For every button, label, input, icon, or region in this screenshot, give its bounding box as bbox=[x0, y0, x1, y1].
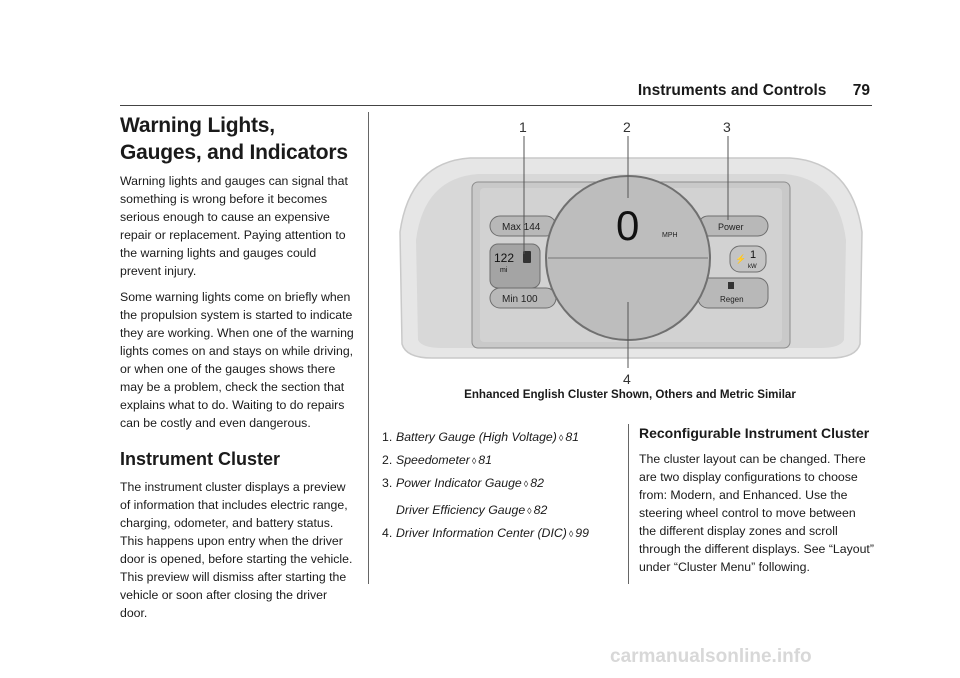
reconfigurable-cluster-paragraph: The cluster layout can be changed. There are two display configurations to choose from: Modern, and Enhanced. Use the steering wheel control to move between the different display zones and scroll through the different displays. See “Layout” under “Cluster Menu” following. bbox=[639, 452, 874, 574]
intro-paragraph: Warning lights and gauges can signal that something is wrong before it becomes serious enough to cause an expensive repair or replacement. Paying attention to the warning lights and gauges could prevent injury. bbox=[120, 174, 348, 278]
range-unit: mi bbox=[500, 267, 508, 274]
column-divider-left bbox=[368, 112, 369, 584]
legend-text: Battery Gauge (High Voltage) bbox=[396, 430, 557, 444]
callout-1: 1 bbox=[519, 119, 527, 135]
range-value: 122 bbox=[494, 251, 515, 265]
callout-4: 4 bbox=[623, 371, 631, 387]
legend-item-2 bbox=[382, 451, 622, 470]
legend-item-3 bbox=[382, 474, 622, 493]
legend-page-link[interactable]: 81 bbox=[478, 453, 492, 467]
xref-icon: ◊ bbox=[471, 456, 477, 466]
legend-number: 3. bbox=[382, 476, 393, 490]
page-header bbox=[638, 82, 870, 100]
column-divider-right bbox=[628, 424, 629, 584]
regen-label: Regen bbox=[720, 295, 744, 304]
legend-text: Power Indicator Gauge bbox=[396, 476, 522, 490]
callout-2: 2 bbox=[623, 119, 631, 135]
max-range-label: Max 144 bbox=[502, 222, 541, 233]
reconfigurable-cluster-heading: Reconfigurable Instrument Cluster bbox=[639, 425, 870, 441]
min-range-label: Min 100 bbox=[502, 294, 538, 305]
legend-page-link[interactable]: 99 bbox=[575, 526, 589, 540]
legend-page-link[interactable]: 82 bbox=[530, 476, 544, 490]
legend-item-4 bbox=[382, 524, 622, 543]
legend-number: 2. bbox=[382, 453, 393, 467]
watermark: carmanualsonline.info bbox=[610, 646, 812, 667]
instrument-cluster-paragraph: The instrument cluster displays a preview of information that includes electric range, charging, odometer, and battery status. This happens upon entry when the driver door is opened, before starting the vehicle. This preview will dismiss after starting the vehicle or soon after closing the driver door. bbox=[120, 480, 353, 620]
page-number: 79 bbox=[852, 82, 870, 99]
legend-page-link[interactable]: 81 bbox=[565, 430, 579, 444]
left-column bbox=[120, 112, 354, 630]
regen-icon bbox=[728, 282, 734, 289]
kw-unit: kW bbox=[748, 264, 757, 270]
instrument-cluster-heading: Instrument Cluster bbox=[120, 449, 281, 469]
instrument-cluster-figure bbox=[390, 112, 872, 412]
figure-caption: Enhanced English Cluster Shown, Others and Metric Similar bbox=[464, 388, 796, 401]
legend-text: Speedometer bbox=[396, 453, 470, 467]
section-heading: Warning Lights, Gauges, and Indicators bbox=[120, 114, 348, 164]
legend-number: 4. bbox=[382, 526, 393, 540]
charge-bolt-icon: ⚡ bbox=[735, 254, 747, 264]
legend-page-link[interactable]: 82 bbox=[533, 503, 548, 517]
section-title: Instruments and Controls bbox=[637, 82, 827, 99]
legend-text: Driver Information Center (DIC) bbox=[396, 526, 567, 540]
warning-paragraph: Some warning lights come on briefly when the propulsion system is started to indicate they are working. When one of the warning lights comes on and stays on while driving, or when one of the gauges shows there may be a problem, check the section that explains what to do. Waiting to do repairs can be costly and even dangerous. bbox=[120, 290, 354, 430]
legend-number: 1. bbox=[382, 430, 393, 444]
callout-3: 3 bbox=[723, 119, 731, 135]
legend-item-3b bbox=[382, 501, 622, 520]
kw-value: 1 bbox=[750, 249, 757, 261]
xref-icon: ◊ bbox=[558, 433, 564, 443]
legend-text: Driver Efficiency Gauge bbox=[396, 503, 526, 517]
xref-icon: ◊ bbox=[523, 479, 529, 489]
xref-icon: ◊ bbox=[527, 506, 532, 516]
callout-legend bbox=[382, 428, 622, 547]
speed-value: 0 bbox=[616, 202, 640, 249]
speed-unit: MPH bbox=[662, 232, 678, 239]
right-column bbox=[639, 424, 875, 584]
legend-item-1 bbox=[382, 428, 622, 447]
header-rule bbox=[120, 105, 872, 106]
xref-icon: ◊ bbox=[568, 529, 574, 539]
power-label: Power bbox=[718, 222, 744, 232]
